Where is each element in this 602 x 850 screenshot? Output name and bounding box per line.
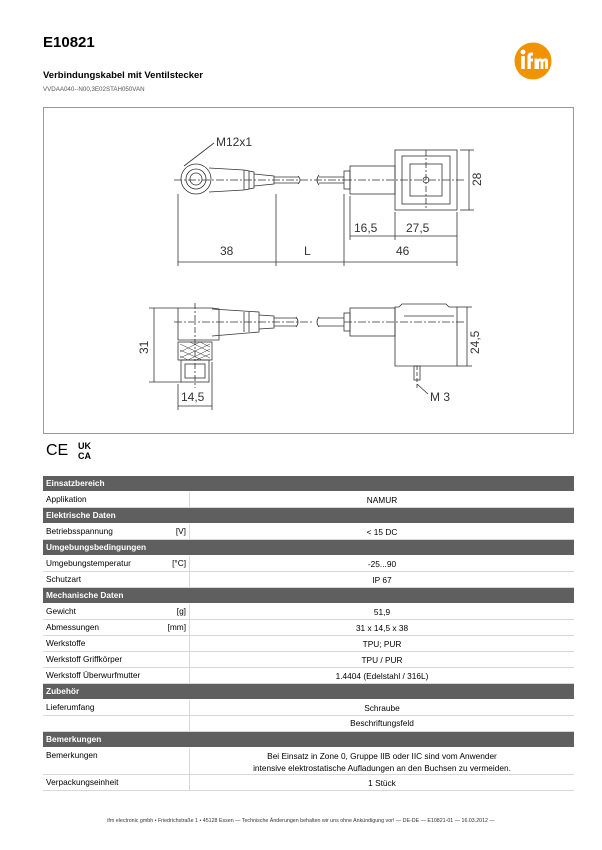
- valve-plug-side-view: [317, 304, 482, 404]
- valve-plug-top-view: [317, 150, 484, 240]
- label-abmessungen: Abmessungen: [46, 622, 100, 632]
- value-lieferumfang-1: Schraube: [364, 703, 400, 713]
- screw-label: M 3: [430, 390, 451, 404]
- unit-betriebsspannung: [V]: [175, 526, 186, 536]
- dim-14-5: 14,5: [181, 390, 205, 404]
- thread-label: M12x1: [216, 135, 253, 149]
- dim-46: 46: [396, 244, 410, 258]
- section-elektrische-daten: Elektrische Daten: [43, 508, 574, 523]
- value-werkstoffe: TPU; PUR: [362, 639, 402, 649]
- row-gewicht: [43, 604, 574, 620]
- dim-38: 38: [220, 244, 234, 258]
- value-lieferumfang-2: Beschriftungsfeld: [350, 718, 414, 728]
- page-footer: ifm electronic gmbh • Friedrichstraße 1 • 45128 Essen — Technische Änderungen behalten wir uns ohne Ankündigung vor! — DE-DE — E10821-01 — 16.03.2012 —: [107, 818, 495, 824]
- value-betriebsspannung: < 15 DC: [366, 527, 398, 537]
- row-bemerkungen: [43, 748, 574, 775]
- dim-24-5: 24,5: [468, 330, 482, 354]
- unit-umgebungstemperatur: [°C]: [172, 558, 186, 568]
- label-werkstoff-griffkoerper: Werkstoff Griffkörper: [46, 654, 123, 664]
- label-lieferumfang: Lieferumfang: [46, 702, 95, 712]
- row-abmessungen: [43, 620, 574, 636]
- label-verpackungseinheit: Verpackungseinheit: [46, 777, 119, 787]
- ukca-mark-bottom: CA: [78, 451, 91, 460]
- value-bemerkungen-1: Bei Einsatz in Zone 0, Gruppe IIB oder IIC sind vom Anwender: [267, 751, 497, 761]
- row-schutzart: [43, 572, 574, 588]
- certification-marks: [46, 440, 102, 460]
- label-umgebungstemperatur: Umgebungstemperatur: [46, 558, 131, 568]
- section-einsatzbereich: Einsatzbereich: [43, 476, 574, 491]
- value-umgebungstemperatur: -25...90: [367, 559, 397, 569]
- connector-top-view: [174, 135, 344, 194]
- label-schutzart: Schutzart: [46, 574, 82, 584]
- value-werkstoff-ueberwurfmutter: 1.4404 (Edelstahl / 316L): [335, 671, 429, 681]
- value-bemerkungen-2: intensive elektrostatische Aufladungen an den Buchsen zu vermeiden.: [253, 763, 511, 773]
- ce-mark: CE: [46, 442, 69, 459]
- section-mechanische-daten: Mechanische Daten: [43, 588, 574, 603]
- value-abmessungen: 31 x 14,5 x 38: [355, 623, 409, 633]
- row-werkstoff-griffkoerper: [43, 652, 574, 668]
- unit-gewicht: [g]: [176, 606, 186, 616]
- label-bemerkungen: Bemerkungen: [46, 750, 98, 760]
- row-betriebsspannung: [43, 524, 574, 540]
- row-verpackungseinheit: [43, 775, 574, 791]
- section-zubehoer: Zubehör: [43, 684, 574, 699]
- row-lieferumfang: [43, 700, 574, 716]
- connector-side-view: [137, 303, 314, 410]
- product-title: Verbindungskabel mit Ventilstecker: [43, 70, 203, 81]
- row-applikation: [43, 492, 574, 508]
- label-applikation: Applikation: [46, 494, 87, 504]
- label-werkstoff-ueberwurfmutter: Werkstoff Überwurfmutter: [46, 670, 141, 680]
- ukca-mark-top: UK: [78, 441, 91, 451]
- label-werkstoffe: Werkstoffe: [46, 638, 86, 648]
- ifm-logo: [514, 42, 552, 80]
- dim-16-5: 16,5: [354, 221, 378, 235]
- dim-28: 28: [470, 172, 484, 186]
- row-umgebungstemperatur: [43, 556, 574, 572]
- unit-abmessungen: [mm]: [167, 622, 186, 632]
- row-werkstoffe: [43, 636, 574, 652]
- value-verpackungseinheit: 1 Stück: [368, 778, 396, 788]
- section-bemerkungen: Bemerkungen: [43, 732, 574, 747]
- product-code: VVDAA040--N00,3E02STAH050VAN: [43, 86, 145, 93]
- spec-table: [43, 476, 574, 791]
- dim-31: 31: [137, 340, 151, 354]
- section-umgebungsbedingungen: Umgebungsbedingungen: [43, 540, 574, 555]
- label-gewicht: Gewicht: [46, 606, 76, 616]
- value-schutzart: IP 67: [372, 575, 392, 585]
- label-betriebsspannung: Betriebsspannung: [46, 526, 113, 536]
- value-gewicht: 51,9: [373, 607, 391, 617]
- dimension-drawing: [43, 107, 574, 434]
- row-werkstoff-ueberwurfmutter: [43, 668, 574, 684]
- dim-L: L: [304, 244, 311, 258]
- product-id: E10821: [43, 34, 95, 51]
- row-lieferumfang-2: [43, 716, 574, 732]
- value-werkstoff-griffkoerper: TPU / PUR: [361, 655, 403, 665]
- dim-27-5: 27,5: [406, 221, 430, 235]
- value-applikation: NAMUR: [366, 495, 398, 505]
